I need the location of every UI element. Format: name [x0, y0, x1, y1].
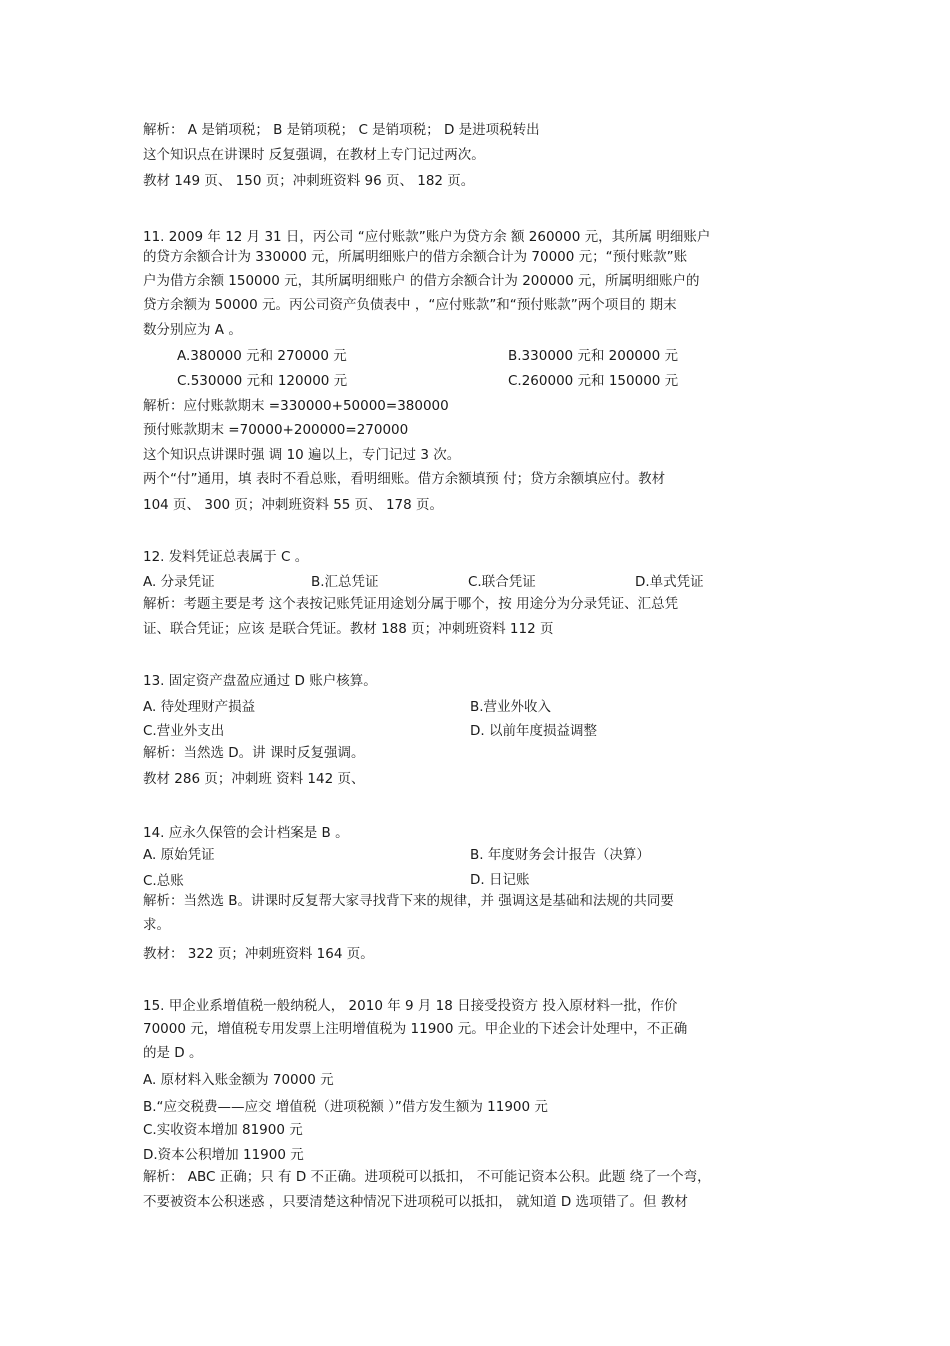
- q12-option-c: C.联合凭证: [468, 574, 536, 590]
- q15-option-d: D.资本公积增加 11900 元: [143, 1147, 304, 1163]
- q14-option-d: D. 日记账: [470, 872, 530, 888]
- q13-option-d: D. 以前年度损益调整: [470, 723, 597, 739]
- q11-option-d: C.260000 元和 150000 元: [508, 373, 679, 389]
- q11-stem-line: 数分别应为 A 。: [143, 322, 242, 338]
- q14-stem: 14. 应永久保管的会计档案是 B 。: [143, 825, 349, 841]
- q14-analysis-line: 求。: [143, 917, 170, 933]
- q11-stem-line: 户为借方余额 150000 元，其所属明细账户 的借方余额合计为 200000 元，所属明细账户的: [143, 273, 700, 289]
- q14-option-a: A. 原始凭证: [143, 847, 215, 863]
- q13-stem: 13. 固定资产盘盈应通过 D 账户核算。: [143, 673, 377, 689]
- q12-option-b: B.汇总凭证: [311, 574, 379, 590]
- q11-stem-line: 11. 2009 年 12 月 31 日，丙公司 “应付账款”账户为贷方余 额 260000 元，其所属 明细账户: [143, 229, 711, 245]
- q12-stem: 12. 发料凭证总表属于 C 。: [143, 549, 309, 565]
- q14-option-b: B. 年度财务会计报告（决算）: [470, 847, 650, 863]
- q15-option-b: B.“应交税费——应交 增值税（进项税额 ）”借方发生额为 11900 元: [143, 1099, 548, 1115]
- q11-option-a: A.380000 元和 270000 元: [177, 348, 347, 364]
- q14-analysis-line: 教材： 322 页；冲刺班资料 164 页。: [143, 946, 374, 962]
- intro-reference: 教材 149 页、 150 页；冲刺班资料 96 页、 182 页。: [143, 173, 475, 189]
- q15-option-c: C.实收资本增加 81900 元: [143, 1122, 303, 1138]
- q15-stem-line: 70000 元，增值税专用发票上注明增值税为 11900 元。甲企业的下述会计处理中，不正确: [143, 1021, 688, 1037]
- q11-analysis-line: 预付账款期末 =70000+200000=270000: [143, 422, 409, 438]
- q13-option-c: C.营业外支出: [143, 723, 225, 739]
- q12-option-a: A. 分录凭证: [143, 574, 215, 590]
- q13-analysis-line: 解析：当然选 D。讲 课时反复强调。: [143, 745, 365, 761]
- q11-option-c: C.530000 元和 120000 元: [177, 373, 348, 389]
- q11-option-b: B.330000 元和 200000 元: [508, 348, 678, 364]
- intro-analysis: 解析： A 是销项税； B 是销项税； C 是销项税； D 是进项税转出: [143, 122, 540, 138]
- q11-stem-line: 贷方余额为 50000 元。丙公司资产负债表中 ，“应付账款”和“预付账款”两个项目的 期末: [143, 297, 677, 313]
- q12-analysis-line: 证、联合凭证；应该 是联合凭证。教材 188 页；冲刺班资料 112 页: [143, 621, 554, 637]
- q15-option-a: A. 原材料入账金额为 70000 元: [143, 1072, 334, 1088]
- q11-analysis-line: 104 页、 300 页；冲刺班资料 55 页、 178 页。: [143, 497, 444, 513]
- q11-stem-line: 的贷方余额合计为 330000 元，所属明细账户的借方余额合计为 70000 元；“预付账款”账: [143, 249, 688, 265]
- q11-analysis-line: 解析：应付账款期末 =330000+50000=380000: [143, 398, 449, 414]
- q15-analysis-line: 不要被资本公积迷惑 ，只要清楚这种情况下进项税可以抵扣， 就知道 D 选项错了。但 教材: [143, 1194, 688, 1210]
- q12-option-d: D.单式凭证: [635, 574, 704, 590]
- q14-analysis-line: 解析：当然选 B。讲课时反复帮大家寻找背下来的规律，并 强调这是基础和法规的共同要: [143, 893, 674, 909]
- q11-analysis-line: 这个知识点讲课时强 调 10 遍以上，专门记过 3 次。: [143, 447, 461, 463]
- q15-analysis-line: 解析： ABC 正确；只 有 D 不正确。进项税可以抵扣， 不可能记资本公积。此题 绕了一个弯，: [143, 1169, 711, 1185]
- q15-stem-line: 15. 甲企业系增值税一般纳税人， 2010 年 9 月 18 日接受投资方 投入原材料一批，作价: [143, 998, 678, 1014]
- intro-note: 这个知识点在讲课时 反复强调，在教材上专门记过两次。: [143, 147, 485, 163]
- q13-analysis-line: 教材 286 页；冲刺班 资料 142 页、: [143, 771, 365, 787]
- q13-option-a: A. 待处理财产损益: [143, 699, 256, 715]
- q13-option-b: B.营业外收入: [470, 699, 552, 715]
- q12-analysis-line: 解析：考题主要是考 这个表按记账凭证用途划分属于哪个，按 用途分为分录凭证、汇总凭: [143, 596, 679, 612]
- q14-option-c: C.总账: [143, 873, 184, 889]
- q11-analysis-line: 两个“付”通用，填 表时不看总账，看明细账。借方余额填预 付；贷方余额填应付。教材: [143, 471, 666, 487]
- q15-stem-line: 的是 D 。: [143, 1045, 203, 1061]
